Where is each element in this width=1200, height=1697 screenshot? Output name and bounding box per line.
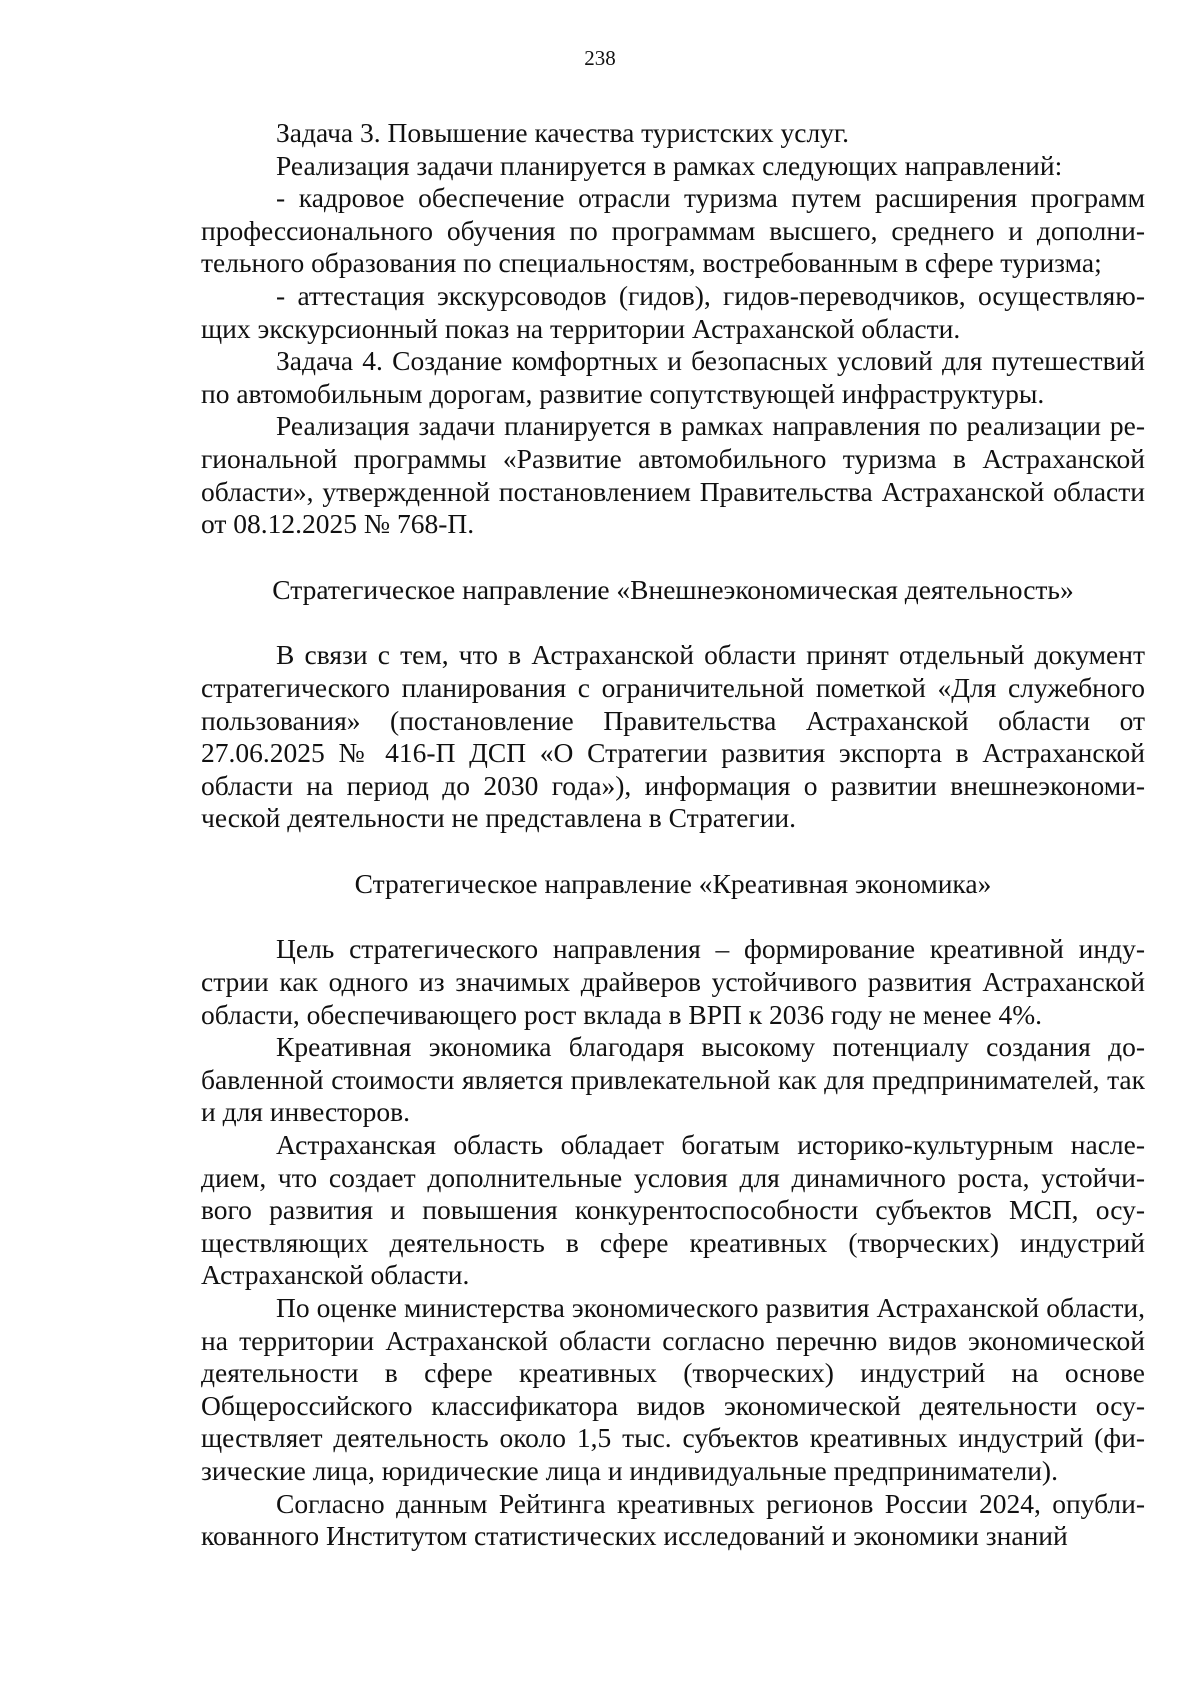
- section-heading-creative-economy: Стратегическое направление «Креативная экономика»: [354, 867, 992, 899]
- paragraph-task-3: Задача 3. Повышение качества туристских услуг.: [276, 117, 849, 148]
- paragraph-cultural-heritage: Астраханская область обладает богатым историко-культурным наследием, что создает дополнительные условия для динамичного роста, устойчивого развития и повышения конкурентоспособности субъектов МСП, осуществляющих деятельность в сфере креативных (творческих) индустрий Астраханской области.: [201, 1129, 1145, 1291]
- list-item-guide-certification: - аттестация экскурсоводов (гидов), гидов-переводчиков, осуществляющих экскурсионный показ на территории Астраханской области.: [201, 279, 1145, 344]
- document-body: [201, 117, 1145, 1553]
- paragraph-task-3-implementation: Реализация задачи планируется в рамках следующих направлений:: [276, 149, 1063, 181]
- paragraph-foreign-trade: В связи с тем, что в Астраханской области принят отдельный документ стратегического планирования с ограничительной пометкой «Для служебного пользования» (постановление Правительства Астраханской области от 27.06.2025 № 416-П ДСП «О Стратегии развития экспорта в Астраханской области на период до 2030 года»), информация о развитии внешнеэкономической деятельности не представлена в Стратегии.: [201, 639, 1145, 834]
- paragraph-creative-value: Креативная экономика благодаря высокому потенциалу создания добавленной стоимости является привлекательной как для предпринимателей, так и для инвесторов.: [201, 1031, 1145, 1128]
- paragraph-creative-goal: Цель стратегического направления – формирование креативной индустрии как одного из значимых драйверов устойчивого развития Астраханской области, обеспечивающего рост вклада в ВРП к 2036 году не менее 4%.: [201, 933, 1145, 1030]
- paragraph-creative-rating: Согласно данным Рейтинга креативных регионов России 2024, опубликованного Институтом статистических исследований и экономики знаний: [201, 1487, 1145, 1552]
- paragraph-task-4-implementation: Реализация задачи планируется в рамках направления по реализации региональной программы «Развитие автомобильного туризма в Астраханской области», утвержденной постановлением Правительства Астраханской области от 08.12.2025 № 768-П.: [201, 410, 1145, 540]
- page-number: 238: [584, 46, 616, 70]
- paragraph-ministry-estimate: По оценке министерства экономического развития Астраханской области, на территории Астраханской области согласно перечню видов экономической деятельности в сфере креативных (творческих) индустрий на основе Общероссийского классификатора видов экономической деятельности осуществляет деятельность около 1,5 тыс. субъектов креативных индустрий (физические лица, юридические лица и индивидуальные предприниматели).: [201, 1292, 1145, 1486]
- section-heading-foreign-trade: Стратегическое направление «Внешнеэкономическая деятельность»: [272, 573, 1074, 605]
- list-item-staffing: - кадровое обеспечение отрасли туризма путем расширения программ профессионального обучения по программам высшего, среднего и дополнительного образования по специальностям, востребованным в сфере туризма;: [201, 182, 1145, 279]
- paragraph-task-4: Задача 4. Создание комфортных и безопасных условий для путешествий по автомобильным дорогам, развитие сопутствующей инфраструктуры.: [201, 345, 1145, 409]
